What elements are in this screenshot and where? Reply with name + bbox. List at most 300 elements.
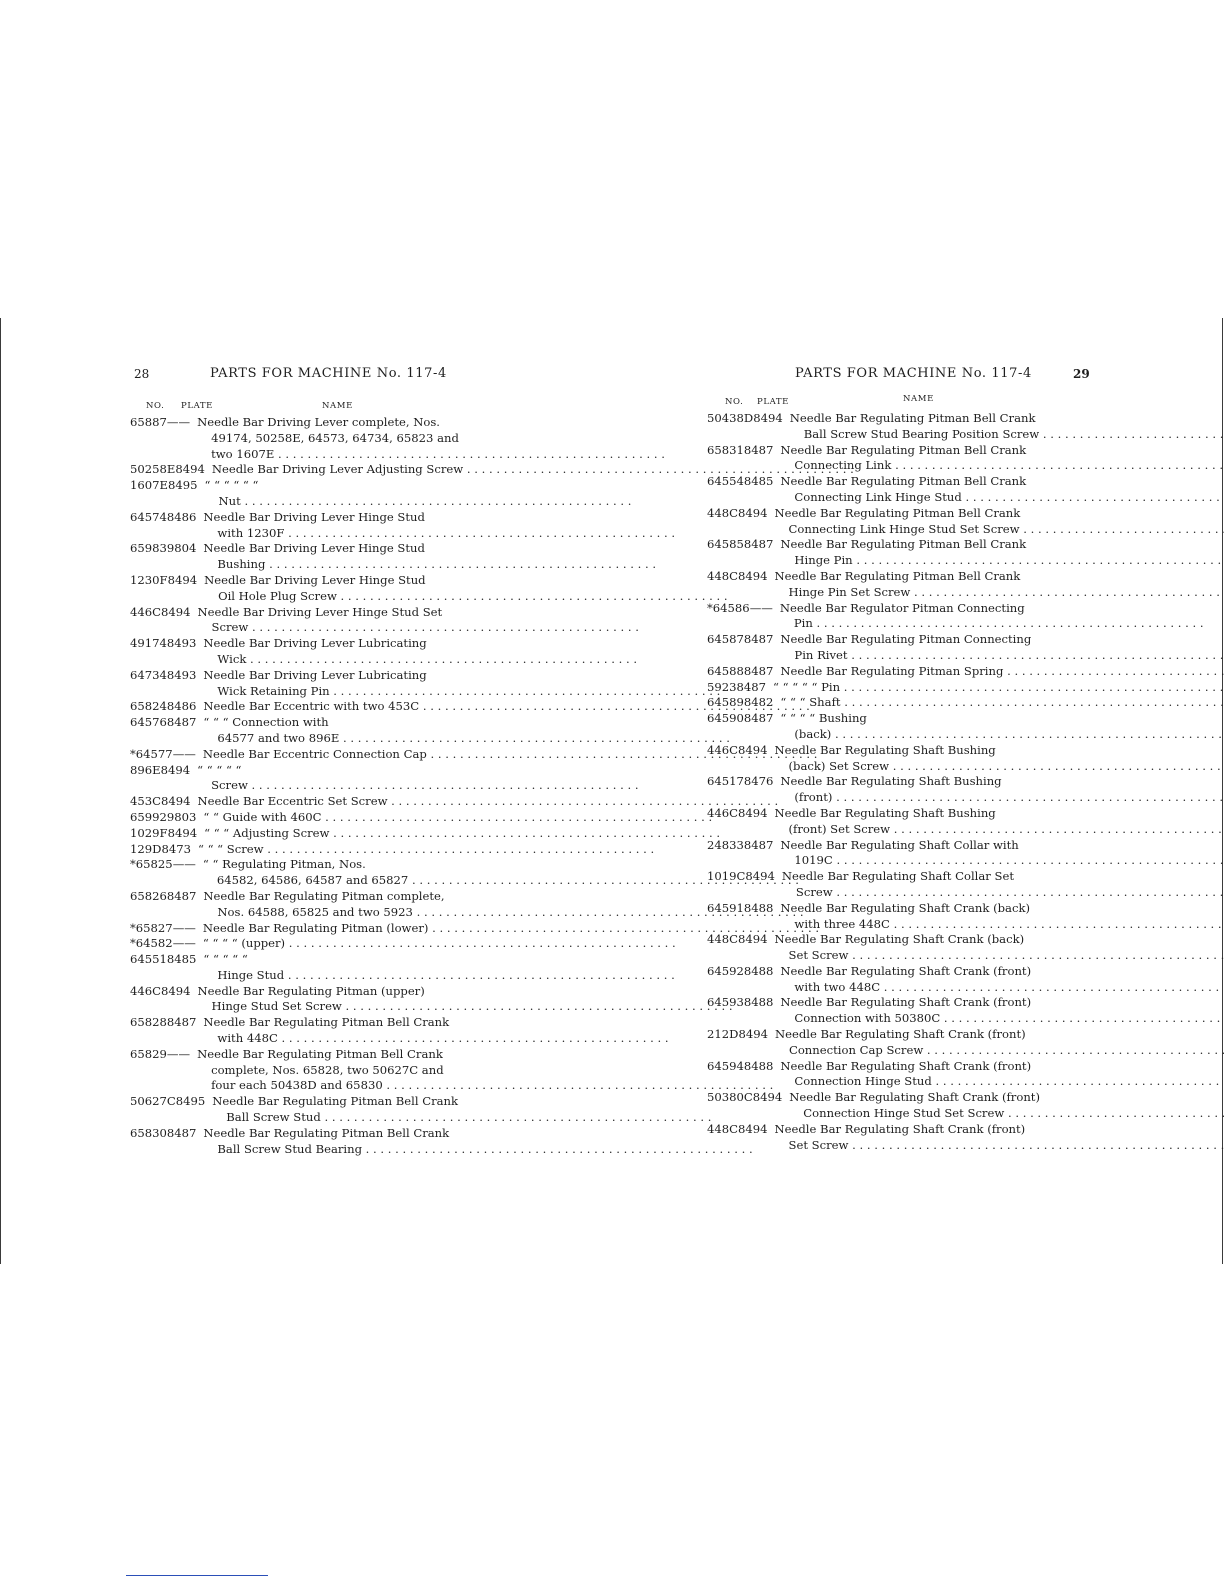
part-name-line: “ “ “ “ “	[203, 952, 248, 967]
plate-number: 8494	[167, 572, 198, 587]
part-name-line: Wick Retaining Pin . . .	[203, 684, 720, 700]
part-name-line: Needle Bar Regulating Pitman Bell Crank	[197, 1046, 443, 1061]
part-number: 64592	[707, 963, 744, 978]
part-number: 64593	[707, 995, 744, 1010]
part-name-line: Needle Bar Eccentric Connection Cap . . .	[203, 747, 818, 763]
part-number: 446C	[130, 983, 161, 998]
part-name	[203, 510, 675, 542]
part-name	[775, 569, 1224, 601]
plate-number: 9803	[166, 809, 197, 824]
part-name-line: Needle Bar Regulating Shaft Crank (front)	[774, 1121, 1026, 1136]
plate-number: 8487	[743, 711, 774, 726]
col-header-no-right: NO.	[725, 397, 744, 407]
part-name-line: Hinge Stud . . .	[203, 968, 674, 984]
part-name	[780, 664, 1224, 680]
part-number: *64582	[130, 936, 173, 951]
part-name-line: Screw . . .	[782, 885, 1223, 901]
part-name	[782, 869, 1223, 901]
plate-number: 8487	[743, 663, 774, 678]
part-number: 65824	[130, 699, 167, 714]
plate-number: ——	[172, 936, 196, 951]
part-entry	[130, 936, 475, 952]
part-entry	[130, 1126, 475, 1158]
part-entry	[130, 810, 475, 826]
part-name	[780, 995, 1224, 1027]
part-name	[780, 1059, 1224, 1091]
part-name	[204, 826, 720, 842]
part-name-line: Needle Bar Regulating Pitman (lower) . . .	[203, 921, 819, 937]
part-name-line: complete, Nos. 65828, two 50627C and	[211, 1062, 444, 1077]
part-name-line: Needle Bar Driving Lever Lubricating	[203, 636, 427, 651]
plate-number: 8494	[752, 1090, 783, 1105]
part-name	[775, 932, 1224, 964]
part-name	[198, 984, 733, 1016]
part-number: *64577	[130, 746, 173, 761]
plate-number: 8494	[753, 411, 783, 425]
part-name-line: “ “ “ “ “ “	[204, 478, 259, 493]
part-number: 50438D	[707, 411, 754, 425]
page-title-left: PARTS FOR MACHINE No. 117-4	[210, 366, 447, 381]
part-entry	[707, 995, 1056, 1027]
part-name-line: Needle Bar Regulating Shaft Crank (front)	[780, 1058, 1032, 1073]
part-name-line: Needle Bar Regulating Shaft Crank (back)	[780, 900, 1031, 915]
plate-number: 8494	[167, 825, 198, 840]
part-name-line: Screw . . .	[197, 778, 638, 794]
plate-number: 8495	[167, 478, 198, 493]
part-entry	[130, 1047, 475, 1094]
part-entry	[707, 869, 1056, 901]
part-entry	[707, 711, 1056, 743]
part-name-line: Ball Screw Stud . . .	[212, 1110, 711, 1126]
part-name	[197, 415, 665, 462]
part-entry	[130, 1094, 475, 1126]
plate-number: 8487	[736, 679, 767, 694]
part-entry	[130, 1015, 475, 1047]
part-name-line: with three 448C . . .	[780, 917, 1224, 933]
plate-number: 8487	[166, 1015, 197, 1030]
plate-number: 8487	[743, 837, 774, 852]
plate-number: 8488	[743, 900, 774, 915]
plate-number: 8494	[738, 742, 768, 757]
part-name-line: Needle Bar Regulating Shaft Bushing	[780, 774, 1002, 789]
part-name-line: Wick . . .	[203, 652, 637, 668]
footer-rule	[126, 1575, 268, 1576]
part-number: 129D	[130, 841, 162, 856]
part-entry	[130, 541, 475, 573]
part-number: 64589	[707, 695, 744, 710]
part-number: 448C	[707, 1121, 738, 1136]
part-name-line: (front) . . .	[780, 790, 1223, 806]
part-number: 64588	[707, 663, 744, 678]
part-name	[775, 1027, 1224, 1059]
plate-number: 8487	[743, 632, 774, 647]
part-number: 212D	[707, 1027, 739, 1042]
part-number: 446C	[130, 604, 161, 619]
part-entry	[130, 984, 475, 1016]
part-name	[789, 1090, 1224, 1122]
part-name-line: Connecting Link Hinge Stud Set Screw . . .	[775, 522, 1224, 538]
part-name-line: “ “ Guide with 460C . . .	[203, 810, 712, 826]
plate-number: ——	[172, 746, 196, 761]
plate-number: ——	[166, 415, 191, 429]
part-name	[204, 478, 631, 510]
part-name	[780, 711, 1222, 743]
part-name-line: Needle Bar Driving Lever Hinge Stud	[204, 572, 426, 587]
part-name-line: Oil Hole Plug Screw . . .	[204, 589, 727, 605]
part-name-line: Needle Bar Regulating Shaft Crank (front)	[774, 1027, 1026, 1042]
part-name-line: Needle Bar Regulating Pitman Bell Crank	[780, 537, 1027, 552]
part-name	[790, 411, 1224, 443]
part-name	[197, 763, 638, 795]
plate-number: 8487	[166, 1125, 197, 1140]
plate-number: 8485	[166, 952, 197, 967]
part-name-line: Connection Hinge Stud Set Screw . . .	[789, 1106, 1224, 1122]
part-entry	[130, 794, 475, 810]
part-name-line: Needle Bar Regulating Pitman Bell Crank	[774, 568, 1021, 583]
part-name-line: Needle Bar Driving Lever Hinge Stud	[203, 509, 425, 524]
part-name-line: Needle Bar Eccentric Set Screw . . .	[198, 794, 779, 810]
part-name	[203, 541, 656, 573]
part-name	[780, 838, 1223, 870]
part-entry	[130, 636, 475, 668]
part-entry	[707, 632, 1056, 664]
part-number: 448C	[707, 568, 738, 583]
part-name-line: (front) Set Screw . . .	[775, 822, 1224, 838]
col-header-plate-right: PLATE	[757, 397, 789, 407]
part-name	[780, 901, 1224, 933]
part-entry	[130, 826, 475, 842]
plate-number: 8476	[743, 774, 774, 789]
part-number: 64734	[130, 667, 167, 682]
part-name-line: 64582, 64586, 64587 and 65827 . . .	[203, 873, 799, 889]
part-name	[773, 680, 1224, 696]
plate-number: 8488	[743, 995, 774, 1010]
part-name-line: Screw . . .	[198, 620, 639, 636]
part-entry	[707, 601, 1056, 633]
part-name-line: Needle Bar Regulating Shaft Collar with	[780, 837, 1019, 852]
part-number: 446C	[707, 805, 738, 820]
col-header-plate-left: PLATE	[181, 401, 213, 411]
part-name-line: 64577 and two 896E . . .	[203, 731, 730, 747]
plate-number: 8494	[175, 462, 205, 477]
part-name-line: Connection Hinge Stud . . .	[780, 1074, 1224, 1090]
plate-number: 8495	[175, 1094, 206, 1109]
part-name	[198, 794, 779, 810]
part-name-line: “ “ “ Connection with	[203, 715, 329, 730]
col-header-no-left: NO.	[146, 401, 165, 411]
part-name-line: Hinge Pin Set Screw . . .	[775, 585, 1224, 601]
part-name-line: Needle Bar Regulating Shaft Crank (front)	[789, 1090, 1040, 1105]
part-name	[775, 806, 1224, 838]
part-name-line: (back) . . .	[780, 727, 1222, 743]
plate-number: 8494	[738, 505, 768, 520]
part-name	[780, 632, 1224, 664]
part-entry	[707, 695, 1056, 711]
part-name	[197, 1047, 773, 1094]
part-number: 65830	[130, 1125, 167, 1140]
part-name-line: “ “ “ “ “	[197, 762, 242, 777]
part-number: 50258E	[130, 462, 176, 477]
plate-number: 8487	[743, 442, 774, 457]
part-entry	[130, 747, 475, 763]
part-entry	[130, 605, 475, 637]
part-entry	[707, 680, 1056, 696]
part-entry	[707, 664, 1056, 680]
plate-number: 8486	[166, 699, 197, 714]
part-entry	[707, 1122, 1056, 1154]
part-name	[780, 695, 1224, 711]
parts-list-left	[130, 415, 475, 1157]
part-name-line: Needle Bar Regulating Pitman Bell Crank	[203, 1125, 450, 1140]
part-name	[203, 715, 730, 747]
part-name	[775, 506, 1224, 538]
part-number: 50380C	[707, 1090, 753, 1105]
part-name-line: Connecting Link Hinge Stud . . .	[780, 490, 1224, 506]
part-entry	[707, 506, 1056, 538]
part-entry	[130, 921, 475, 937]
part-number: 448C	[707, 932, 738, 947]
part-name	[212, 1094, 711, 1126]
part-number: 50627C	[130, 1094, 176, 1109]
part-name-line: 1019C . . .	[780, 853, 1223, 869]
part-name-line: with 448C . . .	[203, 1031, 668, 1047]
part-entry	[707, 964, 1056, 996]
plate-number: 8493	[166, 636, 197, 651]
scan-edge-left	[0, 318, 1, 1264]
part-name-line: Needle Bar Regulating Pitman complete,	[203, 888, 445, 903]
part-name-line: Ball Screw Stud Bearing . . .	[203, 1142, 752, 1158]
plate-number: 8488	[743, 1058, 774, 1073]
part-name-line: “ “ “ Screw . . .	[198, 842, 654, 858]
part-entry	[707, 1090, 1056, 1122]
part-name-line: “ “ Regulating Pitman, Nos.	[202, 857, 366, 872]
part-name-line: Nut . . .	[204, 494, 631, 510]
part-name-line: Needle Bar Driving Lever complete, Nos.	[197, 415, 440, 429]
part-name-line: Needle Bar Regulating Shaft Bushing	[774, 742, 996, 757]
part-number: 64591	[707, 900, 744, 915]
plate-number: ——	[166, 1046, 191, 1061]
part-name-line: Hinge Stud Set Screw . . .	[198, 999, 733, 1015]
part-entry	[707, 1027, 1056, 1059]
part-entry	[130, 715, 475, 747]
part-entry	[707, 774, 1056, 806]
part-name-line: Needle Bar Regulating Shaft Crank (back)	[774, 932, 1025, 947]
part-name	[203, 636, 637, 668]
part-name-line: 49174, 50258E, 64573, 64734, 65823 and	[211, 430, 459, 445]
part-entry	[707, 411, 1056, 443]
part-name	[203, 1126, 752, 1158]
part-entry	[707, 901, 1056, 933]
part-number: 1029F	[130, 825, 168, 840]
plate-number: ——	[172, 857, 196, 872]
part-name-line: Needle Bar Regulating Pitman Bell Crank	[789, 411, 1036, 425]
part-number: *64586	[707, 600, 750, 615]
part-name-line: Pin Rivet . . .	[780, 648, 1224, 664]
plate-number: 8482	[743, 695, 774, 710]
part-number: 65828	[130, 1015, 167, 1030]
part-name	[203, 936, 676, 952]
part-name-line: Set Screw . . .	[775, 948, 1224, 964]
plate-number: 9804	[166, 541, 197, 556]
part-name-line: Bushing . . .	[203, 557, 656, 573]
part-name-line: “ “ “ “ “ Pin . . .	[773, 680, 1224, 696]
part-name	[203, 668, 720, 700]
plate-number: 8487	[743, 537, 774, 552]
plate-number: 8494	[738, 568, 768, 583]
part-entry	[130, 478, 475, 510]
plate-number: 8487	[166, 715, 197, 730]
part-name-line: “ “ “ “ Bushing	[780, 711, 867, 726]
part-name-line: Needle Bar Regulator Pitman Connecting	[779, 600, 1025, 615]
plate-number: 8485	[743, 474, 774, 489]
part-number: 64585	[707, 537, 744, 552]
part-name	[203, 810, 712, 826]
plate-number: 8494	[738, 1121, 768, 1136]
part-name	[780, 443, 1224, 475]
part-name-line: Hinge Pin . . .	[780, 553, 1224, 569]
part-number: 64574	[130, 509, 167, 524]
part-name-line: Needle Bar Driving Lever Lubricating	[203, 667, 427, 682]
part-number: 49174	[130, 636, 167, 651]
col-header-name-left: NAME	[322, 401, 353, 411]
part-number: 65992	[130, 809, 167, 824]
part-name-line: Needle Bar Regulating Pitman Spring . . .	[780, 664, 1224, 680]
part-name-line: with 1230F . . .	[203, 526, 675, 542]
part-name-line: Connecting Link . . .	[780, 458, 1224, 474]
part-number: 5923	[707, 679, 737, 694]
part-name	[204, 573, 727, 605]
col-header-name-right: NAME	[903, 394, 934, 404]
part-name	[198, 842, 654, 858]
part-name-line: Ball Screw Stud Bearing Position Screw . . .	[790, 427, 1224, 443]
part-entry	[130, 510, 475, 542]
plate-number: 8494	[738, 1027, 768, 1042]
plate-number: 8487	[166, 888, 197, 903]
part-entry	[707, 443, 1056, 475]
plate-number: ——	[172, 920, 196, 935]
part-name	[780, 774, 1223, 806]
part-number: 1230F	[130, 572, 168, 587]
part-entry	[130, 842, 475, 858]
part-entry	[130, 699, 475, 715]
part-name-line: (back) Set Screw . . .	[775, 759, 1224, 775]
part-number: 453C	[130, 794, 161, 809]
part-number: 1019C	[707, 869, 746, 884]
part-entry	[707, 474, 1056, 506]
part-number: 65829	[130, 1046, 167, 1061]
part-name-line: Pin . . .	[780, 616, 1204, 632]
part-entry	[130, 763, 475, 795]
part-number: *65825	[130, 857, 173, 872]
part-name-line: Needle Bar Regulating Shaft Collar Set	[781, 869, 1014, 884]
part-name-line: Connection with 50380C . . .	[780, 1011, 1224, 1027]
part-name-line: Needle Bar Eccentric with two 453C . . .	[203, 699, 809, 715]
part-name-line: Nos. 64588, 65825 and two 5923 . . .	[203, 905, 803, 921]
part-name-line: Set Screw . . .	[775, 1138, 1224, 1154]
plate-number: 8494	[161, 983, 191, 998]
part-entry	[130, 573, 475, 605]
part-name-line: Needle Bar Regulating Pitman Bell Crank	[212, 1094, 459, 1109]
part-name	[203, 952, 674, 984]
part-name	[198, 605, 639, 637]
plate-number: ——	[749, 600, 773, 615]
part-name-line: Needle Bar Regulating Pitman Bell Crank	[780, 474, 1027, 489]
part-name-line: “ “ “ Shaft . . .	[780, 695, 1224, 711]
part-name	[203, 1015, 668, 1047]
part-name	[780, 537, 1224, 569]
part-number: 448C	[707, 505, 738, 520]
part-name-line: Needle Bar Regulating Shaft Crank (front)	[780, 995, 1032, 1010]
part-number: 64587	[707, 632, 744, 647]
part-number: 64594	[707, 1058, 744, 1073]
part-number: 65826	[130, 888, 167, 903]
part-entry	[130, 668, 475, 700]
part-name-line: Needle Bar Regulating Pitman Bell Crank	[780, 442, 1027, 457]
part-entry	[707, 537, 1056, 569]
plate-number: 8494	[745, 869, 775, 884]
part-name-line: Needle Bar Regulating Shaft Bushing	[774, 805, 996, 820]
part-number: 446C	[707, 742, 738, 757]
part-name-line: Connection Cap Screw . . .	[775, 1043, 1224, 1059]
page-number-left: 28	[134, 367, 150, 381]
plate-number: 8488	[743, 963, 774, 978]
part-entry	[707, 932, 1056, 964]
part-name-line: Needle Bar Driving Lever Adjusting Screw . . .	[212, 462, 854, 478]
part-name	[775, 1122, 1224, 1154]
part-name	[780, 964, 1224, 996]
part-entry	[130, 889, 475, 921]
plate-number: 8494	[160, 762, 191, 777]
part-entry	[130, 857, 475, 889]
part-name-line: Needle Bar Regulating Pitman Bell Crank	[774, 505, 1021, 520]
part-name-line: Needle Bar Regulating Pitman Connecting	[780, 632, 1032, 647]
plate-number: 8473	[161, 841, 191, 856]
part-number: 64554	[707, 474, 744, 489]
part-number: 24833	[707, 837, 744, 852]
part-entry	[707, 1059, 1056, 1091]
plate-number: 8494	[161, 604, 191, 619]
part-number: 896E	[130, 762, 161, 777]
part-name-line: “ “ “ “ (upper) . . .	[203, 936, 676, 952]
part-name-line: Needle Bar Regulating Shaft Crank (front)	[780, 963, 1032, 978]
part-name	[780, 601, 1204, 633]
part-number: 65887	[130, 415, 167, 429]
part-name	[775, 743, 1224, 775]
part-number: 65983	[130, 541, 167, 556]
part-name-line: Needle Bar Driving Lever Hinge Stud Set	[197, 604, 443, 619]
part-name	[780, 474, 1224, 506]
part-name-line: with two 448C . . .	[780, 980, 1224, 996]
plate-number: 8493	[166, 667, 197, 682]
part-number: 64590	[707, 711, 744, 726]
part-entry	[707, 806, 1056, 838]
plate-number: 8494	[738, 932, 768, 947]
part-name-line: “ “ “ Adjusting Screw . . .	[204, 826, 720, 842]
part-name-line: Needle Bar Driving Lever Hinge Stud	[203, 541, 425, 556]
parts-list-right	[707, 411, 1056, 1153]
part-number: 64517	[707, 774, 744, 789]
page-title-right: PARTS FOR MACHINE No. 117-4	[795, 366, 1032, 381]
part-number: *65827	[130, 920, 173, 935]
plate-number: 8494	[161, 794, 191, 809]
part-name-line: Needle Bar Regulating Pitman Bell Crank	[203, 1015, 450, 1030]
part-entry	[707, 838, 1056, 870]
part-entry	[707, 569, 1056, 601]
part-name-line: Needle Bar Regulating Pitman (upper)	[197, 983, 425, 998]
part-entry	[130, 415, 475, 462]
part-name-line: four each 50438D and 65830 . . .	[197, 1078, 773, 1094]
part-number: 1607E	[130, 478, 168, 493]
